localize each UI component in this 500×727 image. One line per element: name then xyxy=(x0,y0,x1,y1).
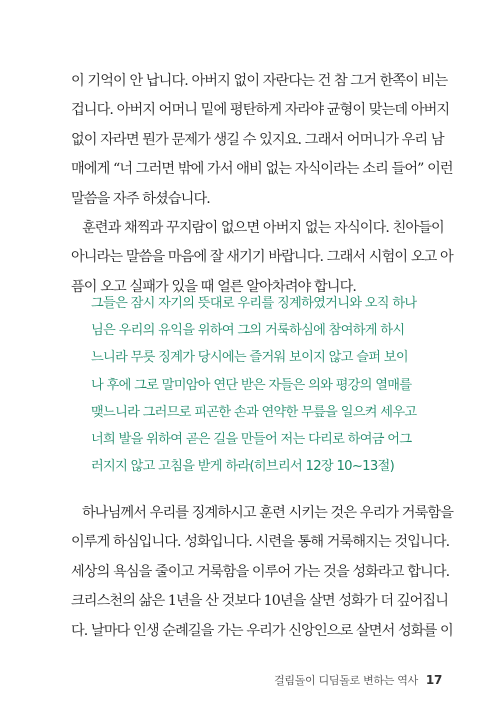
text-line: 픔이 오고 실패가 있을 때 얼른 알아차려야 합니다. xyxy=(71,278,356,295)
page-footer xyxy=(274,672,442,688)
text-line: 겁니다. 아버지 어머니 밑에 평탄하게 자라야 균형이 맞는데 아버지 xyxy=(71,102,450,119)
body-paragraph-bottom xyxy=(71,499,454,646)
text-line: 훈련과 채찍과 꾸지람이 없으면 아버지 없는 자식이다. 친아들이 xyxy=(82,219,444,236)
running-title: 걸림돌이 디딤돌로 변하는 역사 xyxy=(274,674,418,687)
text-line: 세상의 욕심을 줄이고 거룩함을 이루어 가는 것을 성화라고 합니다. xyxy=(71,563,450,580)
quote-line: 러지지 않고 고침을 받게 하라(히브리서 12장 10~13절) xyxy=(91,459,395,475)
text-line: 매에게 “너 그러면 밖에 가서 애비 없는 자식이라는 소리 들어” 이런 xyxy=(71,161,453,178)
body-paragraph-top xyxy=(71,67,453,302)
text-line: 하나님께서 우리를 징계하시고 훈련 시키는 것은 우리가 거룩함을 xyxy=(82,505,454,521)
page-number: 17 xyxy=(425,673,442,687)
quote-line: 너희 발을 위하여 곧은 길을 만들어 저는 다리로 하여금 어그 xyxy=(91,431,412,447)
quote-line: 그들은 잠시 자기의 뜻대로 우리를 징계하였거니와 오직 하나 xyxy=(91,296,417,311)
text-line: 없이 자라면 뭔가 문제가 생길 수 있지요. 그래서 어머니가 우리 남 xyxy=(71,131,444,148)
text-line: 말씀을 자주 하셨습니다. xyxy=(71,190,210,207)
quote-line: 느니라 무릇 징계가 당시에는 즐거워 보이지 않고 슬퍼 보이 xyxy=(91,350,408,366)
quote-line: 님은 우리의 유익을 위하여 그의 거룩하심에 참여하게 하시 xyxy=(91,323,405,339)
text-line: 아니라는 말씀을 마음에 잘 새기기 바랍니다. 그래서 시험이 오고 아 xyxy=(71,249,453,266)
text-line: 다. 날마다 인생 순례길을 가는 우리가 신앙인으로 살면서 성화를 이 xyxy=(71,622,453,639)
quote-line: 맺느니라 그러므로 피곤한 손과 연약한 무릎을 일으켜 세우고 xyxy=(91,404,417,420)
text-line: 이 기억이 안 납니다. 아버지 없이 자란다는 건 참 그거 한쪽이 비는 xyxy=(71,73,448,89)
text-line: 이루게 하심입니다. 성화입니다. 시련을 통해 거룩해지는 것입니다. xyxy=(71,534,450,551)
text-line: 크리스천의 삶은 1년을 산 것보다 10년을 살면 성화가 더 깊어집니 xyxy=(71,593,448,610)
scripture-quote xyxy=(91,290,431,480)
quote-line: 나 후에 그로 말미암아 연단 받은 자들은 의와 평강의 열매를 xyxy=(91,377,412,393)
